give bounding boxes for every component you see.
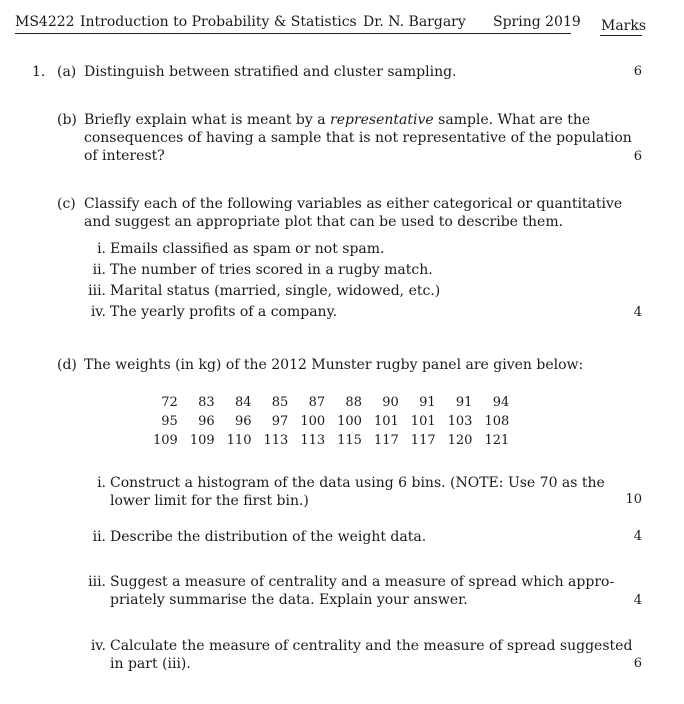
marks-heading: Marks [601,18,647,34]
part-d-sub-num: iv. [90,638,106,654]
weight-cell: 101 [373,414,399,429]
weight-cell: 84 [234,395,252,410]
part-d-sub-num: iii. [88,574,106,590]
weight-cell: 117 [410,433,436,448]
weight-cell: 85 [271,395,289,410]
weight-cell: 91 [455,395,473,410]
weight-cell: 91 [419,395,436,410]
weight-cell: 120 [447,433,473,448]
part-c-item-num: ii. [92,262,106,278]
part-b-line-3: of interest? [84,148,165,164]
table-row [147,431,515,450]
weight-cell: 97 [271,414,289,429]
weight-cell: 101 [410,414,436,429]
part-d-sub-num: ii. [92,529,106,545]
weight-cell: 113 [263,433,289,448]
part-c-item-text: Emails classified as spam or not spam. [110,241,385,257]
part-d-label: (d) [57,357,77,373]
weight-cell: 109 [153,433,178,448]
weight-cell: 88 [345,395,362,410]
part-d-iv-marks: 6 [633,656,642,671]
weight-cell: 117 [373,433,399,448]
part-c-item-num: iv. [90,304,106,320]
part-c-item-text: The yearly profits of a company. [110,304,338,320]
weight-cell: 110 [226,433,252,448]
weight-cell: 108 [484,414,510,429]
term: Spring 2019 [493,14,581,30]
weight-cell: 100 [337,414,362,429]
part-d-i-marks: 10 [625,492,642,507]
weights-table [147,393,515,450]
weight-cell: 100 [300,414,326,429]
part-d-sub-line-2: lower limit for the first bin.) [110,493,309,509]
part-a-marks: 6 [633,64,642,79]
part-d-sub-line-2: priately summarise the data. Explain your answer. [110,592,468,608]
weight-cell: 109 [189,433,215,448]
weight-cell: 103 [447,414,473,429]
part-a-label: (a) [57,64,77,80]
marks-heading-underline [600,35,642,36]
part-c-line-2: and suggest an appropriate plot that can be used to describe them. [84,214,564,230]
part-d-sub-line-1: Suggest a measure of centrality and a measure of spread which appro- [110,574,615,590]
part-d-sub-line-2: in part (iii). [110,656,191,672]
part-d-sub-line-1: Calculate the measure of centrality and the measure of spread suggested [110,638,633,654]
part-d-sub-num: i. [97,475,106,491]
table-row [147,393,515,412]
part-d-iii-marks: 4 [633,593,642,608]
part-d-ii-marks: 4 [633,529,642,544]
weight-cell: 83 [198,395,215,410]
part-b-marks: 6 [633,149,642,164]
part-d-sub-line-1: Construct a histogram of the data using 6 bins. (NOTE: Use 70 as the [110,475,605,491]
part-c-item-text: Marital status (married, single, widowed, etc.) [110,283,441,299]
part-c-marks: 4 [633,305,642,320]
weight-cell: 95 [161,414,178,429]
part-c-label: (c) [57,196,76,212]
weight-cell: 96 [234,414,252,429]
part-a-text: Distinguish between stratified and cluster sampling. [84,64,457,80]
weight-cell: 72 [161,395,178,410]
weight-cell: 96 [198,414,215,429]
part-b-line-2: consequences of having a sample that is not representative of the population [84,130,632,146]
part-b-label: (b) [57,112,77,128]
question-number: 1. [32,64,46,80]
weight-cell: 87 [308,395,326,410]
table-row [147,412,515,431]
weight-cell: 121 [484,433,510,448]
lecturer-name: Dr. N. Bargary [363,14,466,30]
course-title: Introduction to Probability & Statistics [80,14,357,30]
header-rule [15,33,571,34]
weight-cell: 113 [300,433,326,448]
part-b-line-1: Briefly explain what is meant by a representative sample. What are the [84,112,591,128]
part-d-intro: The weights (in kg) of the 2012 Munster rugby panel are given below: [84,357,584,373]
part-c-item-num: i. [97,241,106,257]
course-code: MS4222 [15,14,75,30]
weight-cell: 115 [337,433,362,448]
weight-cell: 94 [492,395,510,410]
part-c-item-num: iii. [88,283,106,299]
part-c-item-text: The number of tries scored in a rugby match. [110,262,433,278]
weight-cell: 90 [382,395,399,410]
part-d-sub-line-1: Describe the distribution of the weight data. [110,529,427,545]
part-c-line-1: Classify each of the following variables as either categorical or quantitative [84,196,623,212]
